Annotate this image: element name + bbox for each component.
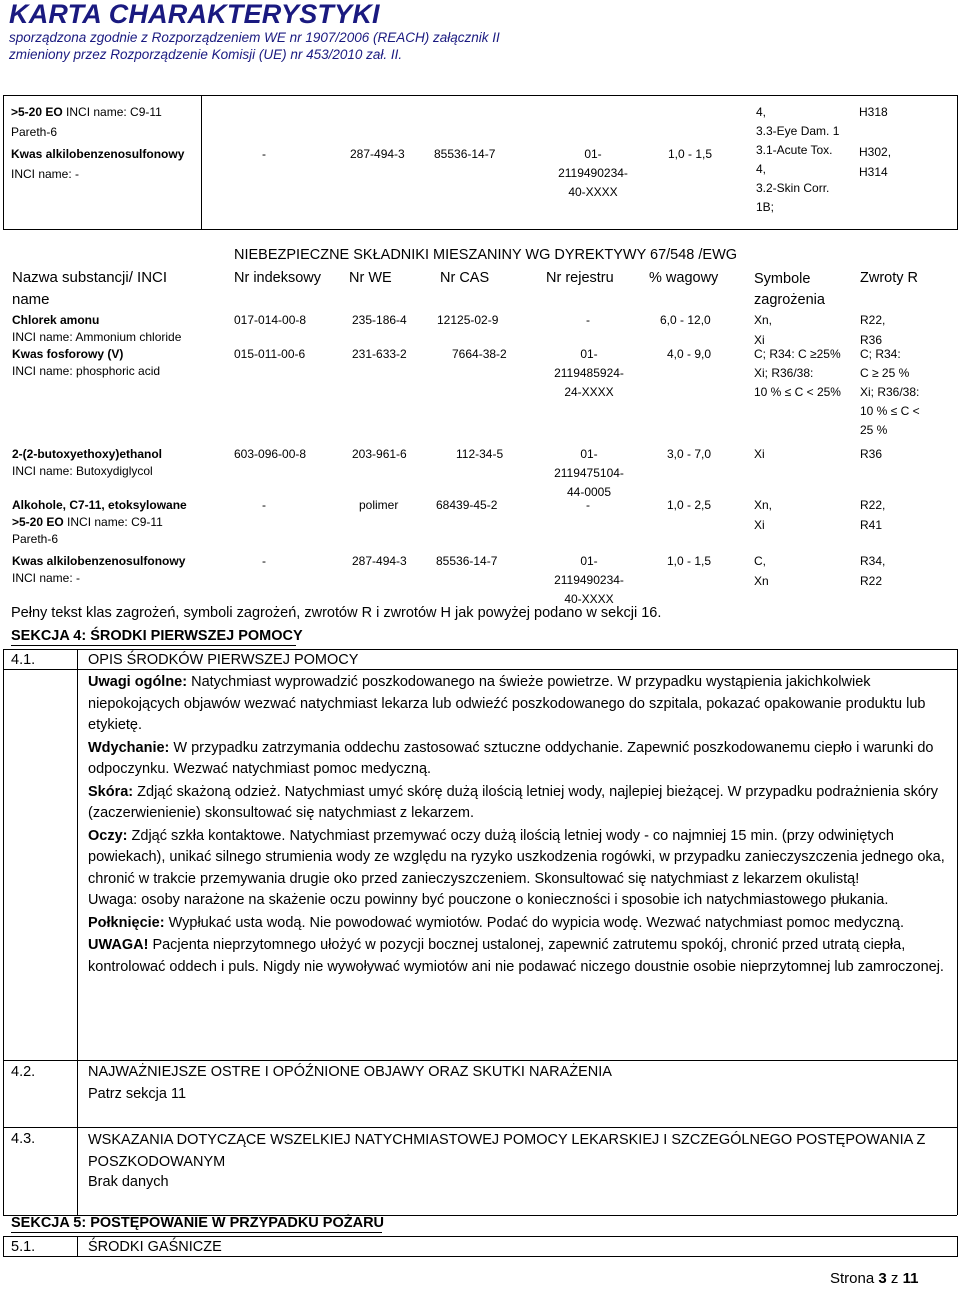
section4-left-border xyxy=(3,649,4,1215)
section4-right-border xyxy=(957,649,958,1215)
ingestion: Połknięcie: Wypłukać usta wodą. Nie powodować wymiotów. Podać do wypicia wodę. Wezwać natychmiast pomoc medyczną. xyxy=(88,914,904,931)
row-idx: - xyxy=(262,498,266,512)
row-we: 235-186-4 xyxy=(352,313,407,327)
section4-mid-border xyxy=(77,649,78,1215)
general-notes: Uwagi ogólne: Natychmiast wyprowadzić poszkodowanego na świeże powietrze. W przypadku wystąpienia jakichkolwiek niepokojących objawów wezwać natychmiast lekarza lub odwieźć poszkodowanego do szpitala, pokazać opakowanie produktu lub etykietę. xyxy=(88,674,926,733)
section5-underline xyxy=(11,1232,382,1233)
s51-number: 5.1. xyxy=(11,1239,36,1255)
s42-text: Patrz sekcja 11 xyxy=(88,1086,187,1102)
row-sym: Xn, Xi xyxy=(754,498,773,532)
s51-bottom-border xyxy=(3,1256,957,1257)
row-rej: 01- 2119475104- 44-0005 xyxy=(554,447,624,499)
row-pct: 3,0 - 7,0 xyxy=(667,447,712,461)
top-table-nr-rejestru: 01- 2119490234- 40-XXXX xyxy=(558,147,628,199)
section5-title: SEKCJA 5: POSTĘPOWANIE W PRZYPADKU POŻARU xyxy=(11,1215,385,1231)
header-name: Nazwa substancji/ INCI name xyxy=(12,269,168,308)
s42-number: 4.2. xyxy=(11,1064,36,1080)
row-r: R34, R22 xyxy=(860,554,886,588)
row-idx: 015-011-00-6 xyxy=(234,347,306,361)
row-pct: 4,0 - 9,0 xyxy=(667,347,712,361)
row-cas: 12125-02-9 xyxy=(437,313,499,327)
page-number: Strona 3 z 11 xyxy=(830,1270,919,1287)
row-rej: 01- 2119485924- 24-XXXX xyxy=(554,347,624,399)
row-cas: 85536-14-7 xyxy=(436,554,498,568)
s51-border xyxy=(77,1236,78,1257)
header-nr-we: Nr WE xyxy=(349,270,392,286)
row-r: R36 xyxy=(860,447,883,461)
s51-top-border xyxy=(3,1236,957,1237)
table-border xyxy=(957,95,958,230)
s51-border xyxy=(3,1236,4,1257)
row-rej: - xyxy=(586,498,590,512)
s41-number: 4.1. xyxy=(11,652,36,668)
row-we: 287-494-3 xyxy=(352,554,407,568)
top-table-klasy: 4, 3.3-Eye Dam. 1 3.1-Acute Tox. 4, 3.2-Skin Corr. 1B; xyxy=(756,105,840,214)
top-table-nr-cas: 85536-14-7 xyxy=(434,147,496,161)
s41-border xyxy=(3,669,957,670)
table-row: Chlorek amonu INCI name: Ammonium chloride xyxy=(12,313,182,344)
s43-text: Brak danych xyxy=(88,1174,169,1190)
note-text: Pełny tekst klas zagrożeń, symboli zagrożeń, zwrotów R i zwrotów H jak powyżej podano w sekcji 16. xyxy=(11,605,662,621)
row-cas: 7664-38-2 xyxy=(452,347,507,361)
row-sym: Xi xyxy=(754,447,765,461)
header-symbole: Symbole zagrożenia xyxy=(754,271,825,308)
row-cas: 112-34-5 xyxy=(456,447,504,461)
row-idx: 603-096-00-8 xyxy=(234,447,307,461)
header-subtitle-2: zmieniony przez Rozporządzenie Komisji (UE) nr 453/2010 zał. II. xyxy=(9,47,403,62)
row-sym: C, Xn xyxy=(754,554,769,588)
row-sym: C; R34: C ≥25% Xi; R36/38: 10 % ≤ C < 25% xyxy=(754,347,841,399)
main-table-caption: NIEBEZPIECZNE SKŁADNIKI MIESZANINY WG DYREKTYWY 67/548 /EWG xyxy=(234,247,738,263)
s43-border xyxy=(3,1127,957,1128)
inhalation: Wdychanie: W przypadku zatrzymania oddechu zastosować sztuczne oddychanie. Zapewnić poszkodowanemu ciepło i warunki do odpoczynku. Wezwać natychmiast pomoc medyczną. xyxy=(88,739,934,777)
s43-title: WSKAZANIA DOTYCZĄCE WSZELKIEJ NATYCHMIASTOWEJ POMOCY LEKARSKIEJ I SZCZEGÓLNEGO POSTĘPOWANIA Z POSZKODOWANYM xyxy=(88,1132,926,1170)
section4-top-border xyxy=(3,649,957,650)
header-subtitle-1: sporządzona zgodnie z Rozporządzeniem WE nr 1907/2006 (REACH) załącznik II xyxy=(9,30,500,45)
row-idx: - xyxy=(262,554,266,568)
top-table-wagowy: 1,0 - 1,5 xyxy=(668,147,713,161)
header-nr-cas: Nr CAS xyxy=(440,270,490,286)
section4-underline xyxy=(11,645,296,646)
row-rej: - xyxy=(586,313,590,327)
s42-title: NAJWAŻNIEJSZE OSTRE I OPÓŹNIONE OBJAWY ORAZ SKUTKI NARAŻENIA xyxy=(88,1064,612,1080)
s43-number: 4.3. xyxy=(11,1131,36,1147)
eye-warning: Uwaga: osoby narażone na skażenie oczu powinny być pouczone o konieczności i sposobie ich natychmiastowego płukania. xyxy=(88,892,889,908)
row-r: C; R34: C ≥ 25 % Xi; R36/38: 10 % ≤ C < 25 % xyxy=(860,347,920,437)
s51-title: ŚRODKI GAŚNICZE xyxy=(88,1239,222,1255)
s42-border xyxy=(3,1060,957,1061)
row-rej: 01- 2119490234- 40-XXXX xyxy=(554,554,624,606)
row-sym: Xn, Xi xyxy=(754,313,773,347)
skin: Skóra: Zdjąć skażoną odzież. Natychmiast umyć skórę dużą ilością letniej wody, najlepiej bieżącej. W przypadku podrażnienia skóry (zaczerwienienie) skonsultować się natychmiast z lekarzem. xyxy=(88,783,938,821)
top-table-nr-we: 287-494-3 xyxy=(350,147,405,161)
table-border xyxy=(201,95,202,230)
warning: UWAGA! Pacjenta nieprzytomnego ułożyć w pozycji bocznej ustalonej, zapewnić zatrutemu spokój, chronić przed utratą ciepła, kontrolować oddech i puls. Nigdy nie wywoływać wymiotów ani nie podawać niczego doustnie osobie nieprzytomnej lub zamroczonej. xyxy=(88,937,944,975)
top-table-substance: >5-20 EO INCI name: C9-11 Pareth-6 Kwas alkilobenzenosulfonowy INCI name: - xyxy=(11,105,185,181)
row-r: R22, R36 xyxy=(860,313,886,347)
row-cas: 68439-45-2 xyxy=(436,498,498,512)
row-we: 231-633-2 xyxy=(352,347,407,361)
header-nr-indeksowy: Nr indeksowy xyxy=(234,270,322,286)
row-idx: 017-014-00-8 xyxy=(234,313,307,327)
top-table-bottom-border xyxy=(3,229,957,230)
row-pct: 6,0 - 12,0 xyxy=(660,313,711,327)
row-r: R22, R41 xyxy=(860,498,886,532)
header-zwroty: Zwroty R xyxy=(860,270,918,286)
s41-title: OPIS ŚRODKÓW PIERWSZEJ POMOCY xyxy=(88,652,359,668)
table-row: 2-(2-butoxyethoxy)ethanol INCI name: Butoxydiglycol xyxy=(12,447,163,478)
table-row: Kwas alkilobenzenosulfonowy INCI name: - xyxy=(12,554,186,585)
first-aid-content xyxy=(88,672,950,978)
row-we: 203-961-6 xyxy=(352,447,407,461)
section4-title: SEKCJA 4: ŚRODKI PIERWSZEJ POMOCY xyxy=(11,628,303,644)
header-wagowy: % wagowy xyxy=(649,270,719,286)
s51-border xyxy=(957,1236,958,1257)
document-title: KARTA CHARAKTERYSTYKI xyxy=(9,0,380,29)
table-border xyxy=(3,95,4,230)
eyes: Oczy: Zdjąć szkła kontaktowe. Natychmiast przemywać oczy dużą ilością letniej wody - co najmniej 15 min. (przy odwiniętych powiekach), unikać silnego strumienia wody ze względu na ryzyko uszkodzenia rogówki, w przypadku zanieczyszczenia jednego oka, chronić w trakcie przemywania drugie oko przed zanieczyszczeniem. Skonsultować się natychmiast z lekarzem okulistą! xyxy=(88,827,945,887)
row-we: polimer xyxy=(359,498,399,512)
row-pct: 1,0 - 1,5 xyxy=(667,554,712,568)
top-table-zwroty: H318 H302, H314 xyxy=(859,105,892,179)
table-row: Kwas fosforowy (V) INCI name: phosphoric acid xyxy=(12,347,161,378)
top-table-top-border xyxy=(3,95,957,96)
top-table-nr-indeksowy: - xyxy=(262,147,266,161)
table-row: Alkohole, C7-11, etoksylowane >5-20 EO INCI name: C9-11 Pareth-6 xyxy=(12,498,187,546)
row-pct: 1,0 - 2,5 xyxy=(667,498,712,512)
header-nr-rejestru: Nr rejestru xyxy=(546,270,614,286)
